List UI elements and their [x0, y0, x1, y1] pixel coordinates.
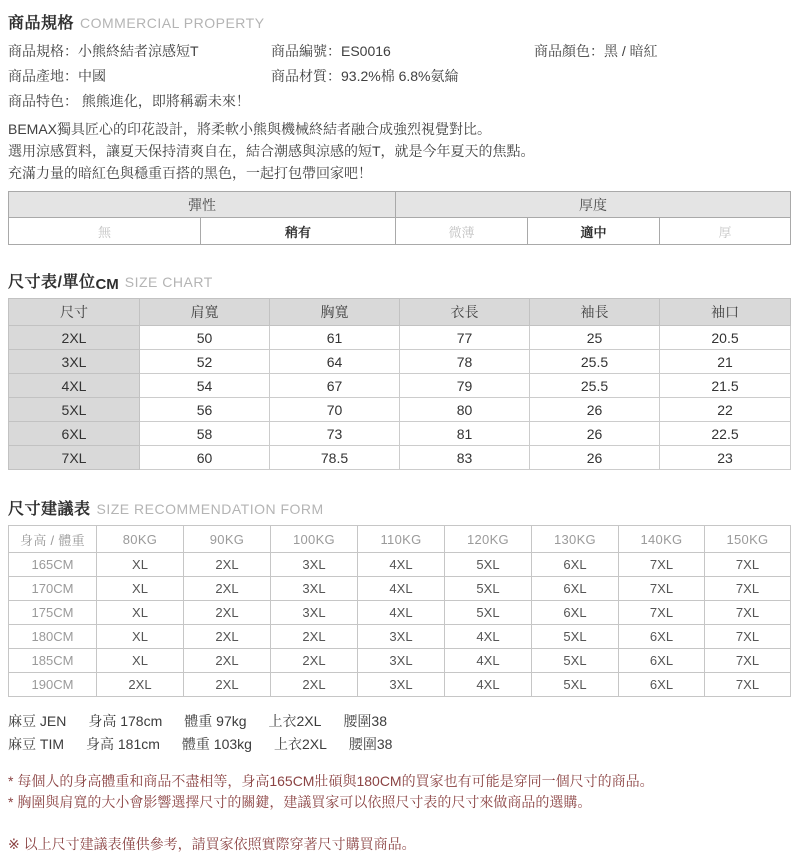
table-row — [9, 649, 791, 673]
table-cell: 2XL — [271, 673, 358, 697]
column-header: 衣長 — [400, 299, 530, 326]
table-cell: 21.5 — [660, 374, 791, 398]
description-line: 選用涼感質料，讓夏天保持清爽自在，結合潮感與涼感的短T，就是今年夏天的焦點。 — [8, 143, 535, 159]
column-header: 110KG — [358, 526, 445, 553]
table-cell: XL — [97, 649, 184, 673]
table-cell: 5XL — [532, 649, 619, 673]
column-header: 胸寬 — [270, 299, 400, 326]
table-cell: 60 — [140, 446, 270, 470]
table-cell: 7XL — [705, 553, 791, 577]
table-cell: 2XL — [97, 673, 184, 697]
table-cell: 7XL — [705, 601, 791, 625]
column-header: 80KG — [97, 526, 184, 553]
model-attribute: 身高 178cm — [88, 713, 163, 729]
table-row — [9, 374, 791, 398]
table-cell: 165CM — [9, 553, 97, 577]
table-cell: 80 — [400, 398, 530, 422]
table-row — [9, 625, 791, 649]
table-cell: 3XL — [358, 673, 445, 697]
table-cell: XL — [97, 625, 184, 649]
table-cell: 3XL — [271, 553, 358, 577]
table-cell: 52 — [140, 350, 270, 374]
table-cell: 2XL — [184, 577, 271, 601]
table-cell: 4XL — [358, 553, 445, 577]
table-cell: 5XL — [532, 625, 619, 649]
table-cell: 6XL — [532, 553, 619, 577]
table-cell: 83 — [400, 446, 530, 470]
spec-field: 商品特色： 熊熊進化，即將稱霸未來！ — [8, 93, 250, 109]
thickness-option-thick: 厚 — [660, 218, 791, 245]
table-cell: 70 — [270, 398, 400, 422]
spec-field: 商品材質：93.2%棉 6.8%氨綸 — [271, 68, 459, 84]
table-cell: 4XL — [445, 649, 532, 673]
table-cell: 56 — [140, 398, 270, 422]
column-header: 140KG — [619, 526, 705, 553]
column-header: 100KG — [271, 526, 358, 553]
table-cell: 190CM — [9, 673, 97, 697]
size-chart-header-row — [9, 299, 791, 326]
spec-field: 商品產地：中國 — [8, 68, 106, 84]
table-row — [9, 553, 791, 577]
column-header: 90KG — [184, 526, 271, 553]
model-attribute: 麻豆 TIM — [8, 736, 64, 752]
spec-row — [8, 89, 790, 114]
table-cell: 185CM — [9, 649, 97, 673]
table-cell: 7XL — [705, 649, 791, 673]
table-cell: 2XL — [9, 326, 140, 350]
note-line: * 胸圍與肩寬的大小會影響選擇尺寸的關鍵，建議買家可以依照尺寸表的尺寸來做商品的選購。 — [8, 794, 592, 810]
column-header: 130KG — [532, 526, 619, 553]
size-chart-unit: CM — [95, 276, 119, 293]
table-cell: 3XL — [9, 350, 140, 374]
model-attribute: 身高 181cm — [86, 736, 160, 752]
table-cell: 2XL — [184, 553, 271, 577]
table-cell: 6XL — [619, 673, 705, 697]
table-cell: 7XL — [705, 625, 791, 649]
thickness-option-thin: 微薄 — [396, 218, 528, 245]
table-cell: 26 — [530, 398, 660, 422]
size-chart-table — [8, 298, 791, 470]
table-cell: 26 — [530, 422, 660, 446]
table-cell: 2XL — [184, 625, 271, 649]
final-note: ※ 以上尺寸建議表僅供參考，請買家依照實際穿著尺寸購買商品。 — [8, 836, 416, 852]
table-row — [9, 673, 791, 697]
table-cell: 26 — [530, 446, 660, 470]
thickness-header: 厚度 — [396, 192, 791, 218]
table-cell: 6XL — [532, 601, 619, 625]
table-cell: 7XL — [619, 553, 705, 577]
table-cell: 25 — [530, 326, 660, 350]
table-cell: 175CM — [9, 601, 97, 625]
table-cell: 77 — [400, 326, 530, 350]
model-attribute: 腰圍38 — [343, 713, 388, 729]
model-attribute: 上衣2XL — [273, 736, 327, 752]
thickness-option-medium: 適中 — [528, 218, 660, 245]
table-cell: 2XL — [184, 649, 271, 673]
table-row — [9, 577, 791, 601]
spec-field: 商品編號：ES0016 — [271, 43, 391, 59]
table-row — [9, 446, 791, 470]
table-cell: 7XL — [619, 601, 705, 625]
column-header: 袖長 — [530, 299, 660, 326]
table-cell: 78 — [400, 350, 530, 374]
table-cell: 4XL — [9, 374, 140, 398]
table-row — [9, 422, 791, 446]
table-cell: 5XL — [445, 601, 532, 625]
table-cell: 6XL — [9, 422, 140, 446]
table-cell: 64 — [270, 350, 400, 374]
table-cell: 2XL — [184, 673, 271, 697]
table-cell: 22 — [660, 398, 791, 422]
model-attribute: 麻豆 JEN — [8, 713, 67, 729]
table-cell: 54 — [140, 374, 270, 398]
description-line: 充滿力量的暗紅色與穩重百搭的黑色，一起打包帶回家吧！ — [8, 165, 372, 181]
model-line — [8, 710, 790, 733]
table-cell: 6XL — [619, 625, 705, 649]
model-info — [8, 710, 790, 756]
spec-row — [8, 39, 790, 64]
column-header: 120KG — [445, 526, 532, 553]
table-cell: 4XL — [445, 673, 532, 697]
table-cell: 170CM — [9, 577, 97, 601]
size-recommendation-heading — [8, 496, 790, 519]
table-cell: 22.5 — [660, 422, 791, 446]
table-cell: 7XL — [705, 577, 791, 601]
description-line: BEMAX獨具匠心的印花設計，將柔軟小熊與機械終結者融合成強烈視覺對比。 — [8, 121, 492, 137]
spec-field: 商品規格：小熊終結者涼感短T — [8, 43, 199, 59]
table-cell: 180CM — [9, 625, 97, 649]
table-cell: 2XL — [184, 601, 271, 625]
table-cell: 5XL — [445, 553, 532, 577]
table-row — [9, 350, 791, 374]
size-recommendation-table — [8, 525, 791, 697]
table-cell: 20.5 — [660, 326, 791, 350]
elasticity-header: 彈性 — [9, 192, 396, 218]
column-header: 袖口 — [660, 299, 791, 326]
table-cell: 2XL — [271, 625, 358, 649]
product-spec-fields — [8, 39, 790, 114]
table-cell: 79 — [400, 374, 530, 398]
table-cell: 61 — [270, 326, 400, 350]
size-chart-title-en: SIZE CHART — [124, 274, 213, 290]
size-recommendation-title-en: SIZE RECOMMENDATION FORM — [96, 501, 324, 517]
spec-row — [8, 64, 790, 89]
table-cell: 4XL — [358, 577, 445, 601]
table-cell: 7XL — [9, 446, 140, 470]
size-recommendation-title: 尺寸建議表 — [8, 501, 91, 518]
size-recommendation-header-row — [9, 526, 791, 553]
model-attribute: 腰圍38 — [348, 736, 393, 752]
table-cell: 5XL — [9, 398, 140, 422]
table-cell: 3XL — [358, 625, 445, 649]
size-notes — [8, 771, 790, 813]
table-cell: 23 — [660, 446, 791, 470]
size-chart-title: 尺寸表/單位 — [8, 274, 96, 291]
table-cell: 73 — [270, 422, 400, 446]
product-spec-title-en: COMMERCIAL PROPERTY — [80, 15, 265, 31]
table-cell: 25.5 — [530, 350, 660, 374]
model-attribute: 上衣2XL — [268, 713, 322, 729]
table-cell: 2XL — [271, 649, 358, 673]
table-cell: 7XL — [619, 577, 705, 601]
table-row — [9, 326, 791, 350]
spec-field: 商品顏色：黑 / 暗紅 — [534, 43, 658, 59]
table-cell: 67 — [270, 374, 400, 398]
table-cell: 5XL — [445, 577, 532, 601]
product-spec-heading — [8, 10, 790, 33]
table-cell: 7XL — [705, 673, 791, 697]
table-cell: XL — [97, 601, 184, 625]
table-cell: 58 — [140, 422, 270, 446]
table-cell: 25.5 — [530, 374, 660, 398]
elasticity-option-none: 無 — [9, 218, 201, 245]
table-cell: XL — [97, 553, 184, 577]
table-cell: 21 — [660, 350, 791, 374]
column-header: 身高 / 體重 — [9, 526, 97, 553]
table-cell: 3XL — [358, 649, 445, 673]
model-attribute: 體重 97kg — [184, 713, 247, 729]
table-cell: 5XL — [532, 673, 619, 697]
table-cell: 81 — [400, 422, 530, 446]
product-spec-title: 商品規格 — [8, 15, 75, 32]
table-cell: 78.5 — [270, 446, 400, 470]
table-cell: 6XL — [532, 577, 619, 601]
table-cell: XL — [97, 577, 184, 601]
model-attribute: 體重 103kg — [181, 736, 252, 752]
elasticity-thickness-table — [8, 191, 791, 245]
size-chart-heading — [8, 269, 790, 292]
column-header: 尺寸 — [9, 299, 140, 326]
product-description — [8, 118, 790, 184]
table-cell: 4XL — [358, 601, 445, 625]
table-row — [9, 601, 791, 625]
model-line — [8, 733, 790, 756]
elasticity-option-slight: 稍有 — [201, 218, 396, 245]
table-cell: 3XL — [271, 577, 358, 601]
column-header: 肩寬 — [140, 299, 270, 326]
note-line: * 每個人的身高體重和商品不盡相等，身高165CM壯碩與180CM的買家也有可能是穿同一個尺寸的商品。 — [8, 773, 654, 789]
table-cell: 3XL — [271, 601, 358, 625]
table-cell: 4XL — [445, 625, 532, 649]
table-cell: 6XL — [619, 649, 705, 673]
column-header: 150KG — [705, 526, 791, 553]
table-row — [9, 398, 791, 422]
table-cell: 50 — [140, 326, 270, 350]
